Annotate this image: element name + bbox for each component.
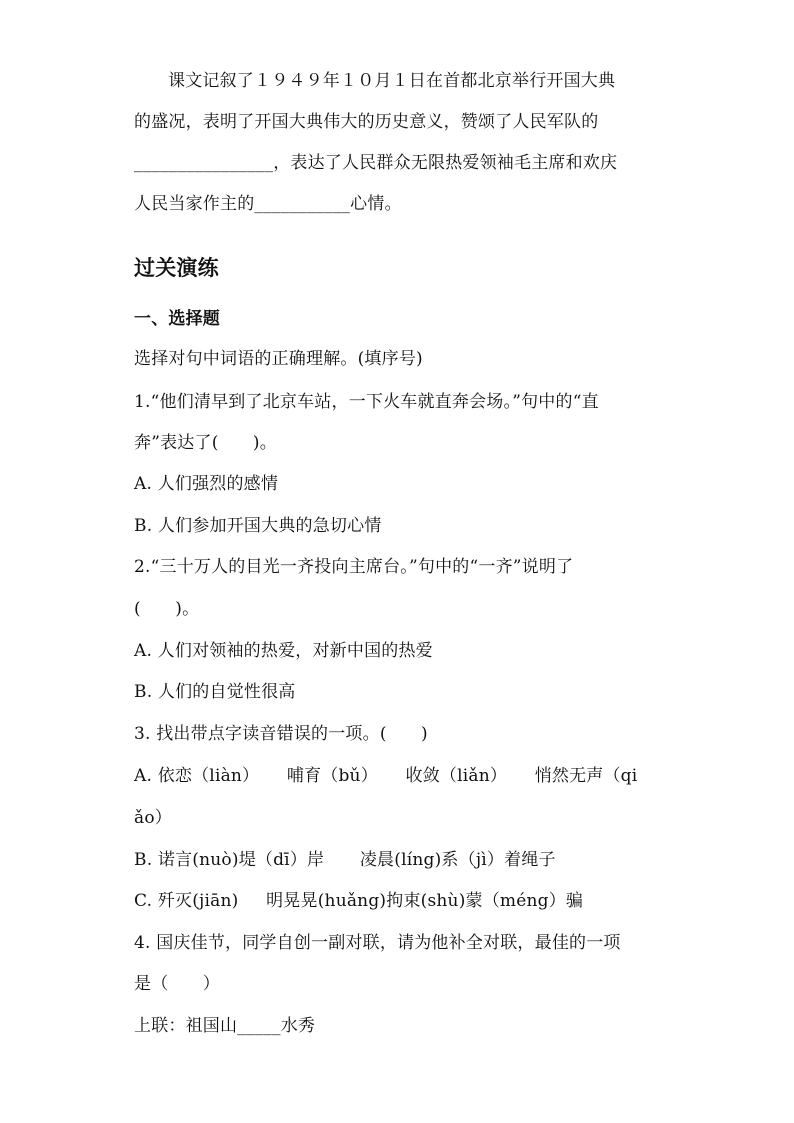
option-c-item-1: 歼灭(jiān): [157, 891, 239, 911]
question-2-option-b: B. 人们的自觉性很高: [134, 682, 296, 702]
option-b-item-1: 诺言(nuò)堤（dī）岸: [157, 850, 325, 870]
option-a-label: A.: [134, 766, 153, 786]
instruction-text: 选择对句中词语的正确理解。(填序号): [134, 349, 423, 369]
section-heading-practice: 过关演练: [134, 256, 219, 280]
question-4-stem-line-2: 是（ ）: [134, 974, 220, 994]
intro-line-3: ________________，表达了人民群众无限热爱领袖毛主席和欢庆: [134, 153, 618, 173]
option-a-item-1: 依恋（liàn）: [157, 766, 260, 786]
question-1-stem-line-1: 1.“他们清早到了北京车站，一下火车就直奔会场。”句中的“直: [134, 392, 599, 412]
option-b-label: B.: [134, 850, 153, 870]
option-c-label: C.: [134, 891, 153, 911]
question-1-option-a: A. 人们强烈的感情: [134, 474, 279, 494]
intro-line-1: 课文记叙了１９４９年１０月１日在首都北京举行开国大典: [168, 71, 616, 91]
question-3-option-a: [134, 765, 674, 787]
question-1-option-b: B. 人们参加开国大典的急切心情: [134, 516, 382, 536]
question-3-option-c: [134, 890, 674, 912]
question-2-stem-line-1: 2.“三十万人的目光一齐投向主席台。”句中的“一齐”说明了: [134, 557, 574, 577]
question-3-option-b: [134, 849, 674, 871]
option-b-item-2: 凌晨(líng)系（jì）着绳子: [359, 850, 556, 870]
subsection-heading-choice: 一、选择题: [134, 309, 220, 329]
option-a-item-2: 哺育（bǔ）: [286, 766, 378, 786]
intro-line-4: 人民当家作主的___________心情。: [134, 194, 402, 214]
question-2-stem-line-2: ( )。: [134, 599, 200, 619]
option-a-item-4: 悄然无声（qi: [534, 766, 638, 786]
option-c-item-2: 明晃晃(huǎng)拘束(shù)蒙（méng）骗: [266, 891, 584, 911]
option-a-item-3: 收敛（liǎn）: [405, 766, 508, 786]
question-3-option-a-continuation: ǎo）: [134, 808, 172, 828]
intro-line-2: 的盛况，表明了开国大典伟大的历史意义，赞颂了人民军队的: [134, 112, 599, 132]
couplet-first-line: 上联：祖国山_____水秀: [134, 1016, 316, 1036]
question-4-stem-line-1: 4. 国庆佳节，同学自创一副对联，请为他补全对联，最佳的一项: [134, 933, 621, 953]
question-1-stem-line-2: 奔”表达了( )。: [134, 433, 277, 453]
question-2-option-a: A. 人们对领袖的热爱，对新中国的热爱: [134, 641, 433, 661]
question-3-stem: 3. 找出带点字读音错误的一项。( ): [134, 724, 428, 744]
